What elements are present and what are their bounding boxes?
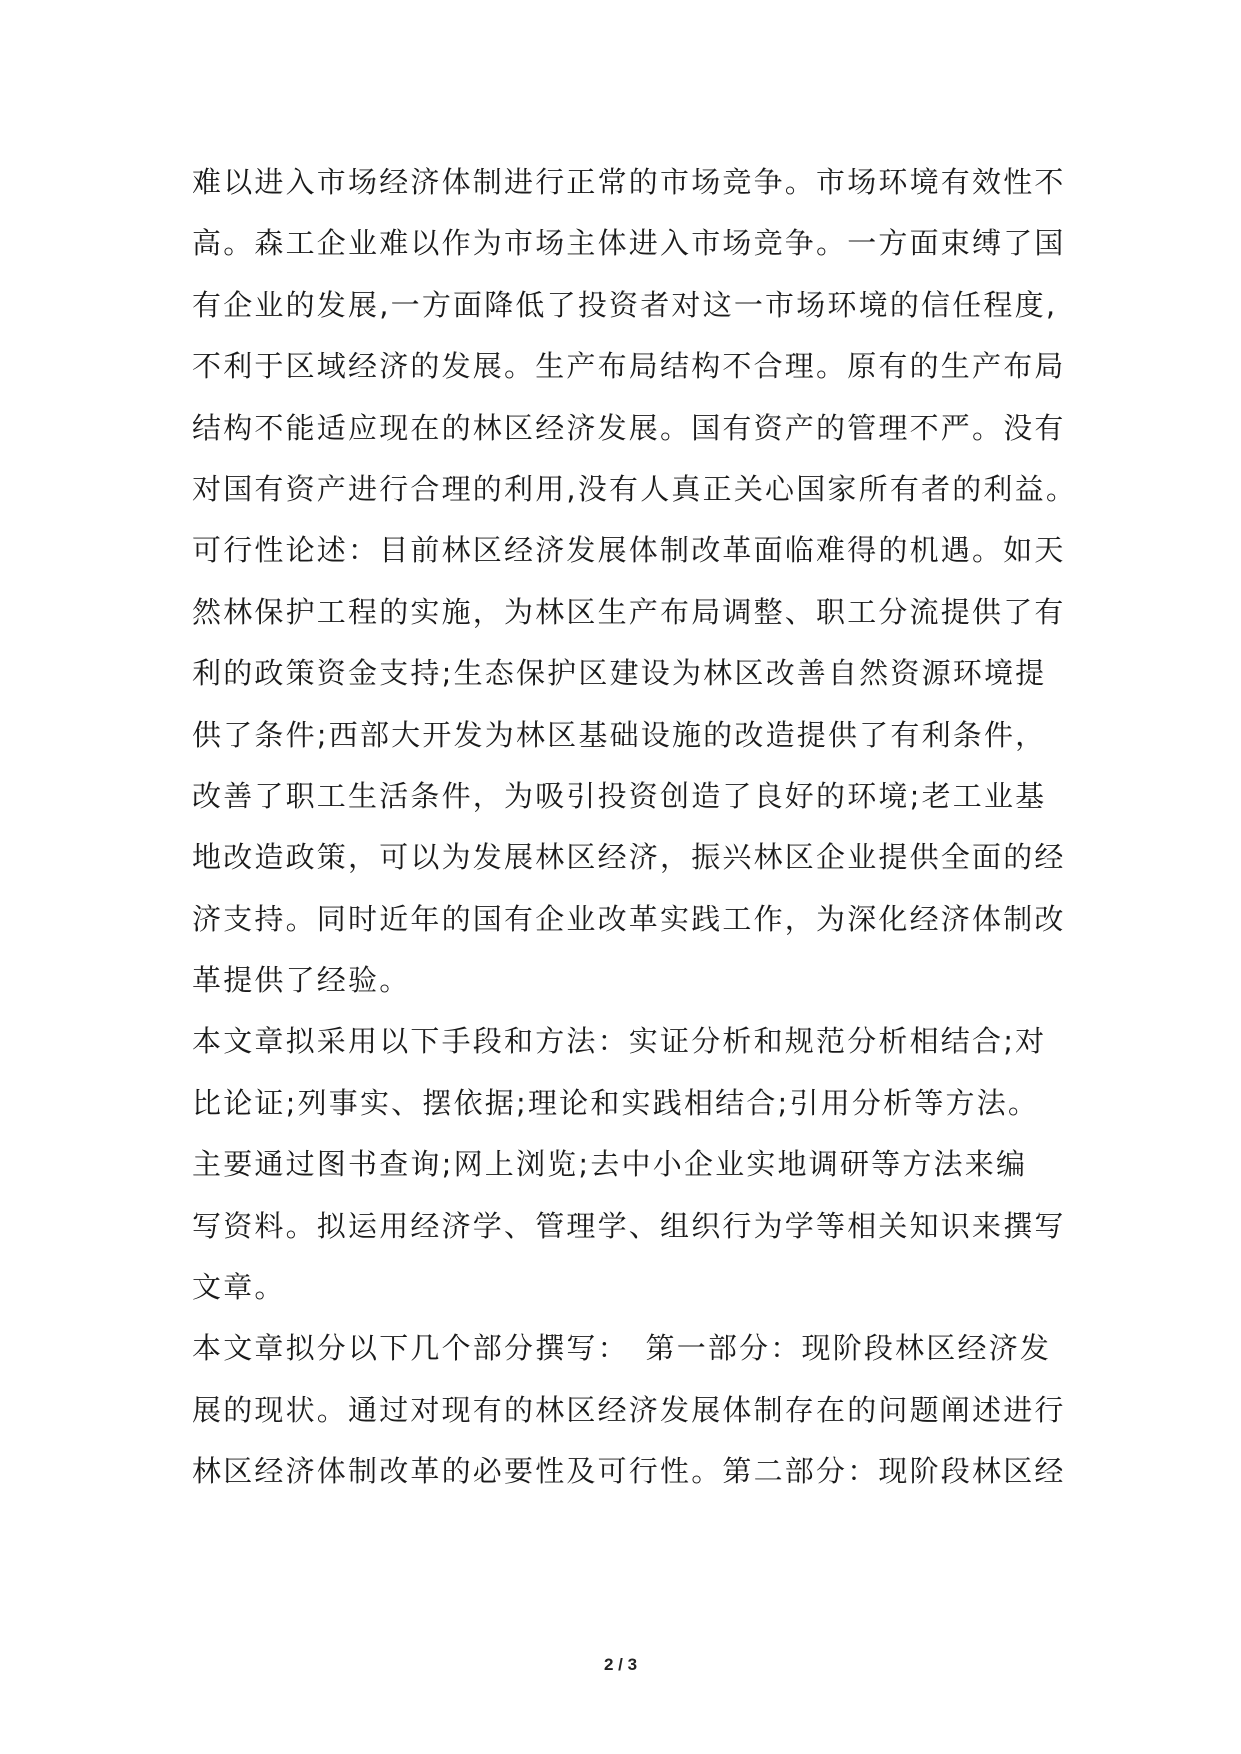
text-line: 展的现状。通过对现有的林区经济发展体制存在的问题阐述进行 — [192, 1392, 1066, 1427]
text-line: 主要通过图书查询;网上浏览;去中小企业实地调研等方法来编 — [192, 1147, 1028, 1182]
text-line: 可行性论述：目前林区经济发展体制改革面临难得的机遇。如天 — [192, 533, 1066, 568]
text-line: 然林保护工程的实施，为林区生产布局调整、职工分流提供了有 — [192, 594, 1066, 629]
page-number: 2 / 3 — [603, 1655, 638, 1674]
text-line: 革提供了经验。 — [192, 963, 411, 998]
text-line: 难以进入市场经济体制进行正常的市场竞争。市场环境有效性不 — [192, 165, 1066, 199]
text-line: 对国有资产进行合理的利用,没有人真正关心国家所有者的利益。 — [192, 471, 1078, 506]
text-line: 文章。 — [192, 1270, 286, 1305]
text-line: 本文章拟分以下几个部分撰写： 第一部分：现阶段林区经济发 — [192, 1331, 1052, 1366]
text-line: 本文章拟采用以下手段和方法：实证分析和规范分析相结合;对 — [192, 1024, 1047, 1059]
text-line: 改善了职工生活条件，为吸引投资创造了良好的环境;老工业基 — [192, 778, 1047, 813]
text-line: 不利于区域经济的发展。生产布局结构不合理。原有的生产布局 — [192, 349, 1066, 384]
body-text — [192, 152, 1092, 1503]
text-line: 供了条件;西部大开发为林区基础设施的改造提供了有利条件， — [192, 717, 1047, 752]
text-line: 地改造政策，可以为发展林区经济，振兴林区企业提供全面的经 — [192, 840, 1066, 875]
text-line: 写资料。拟运用经济学、管理学、组织行为学等相关知识来撰写 — [192, 1208, 1066, 1243]
text-line: 比论证;列事实、摆依据;理论和实践相结合;引用分析等方法。 — [192, 1085, 1040, 1120]
text-line: 高。森工企业难以作为市场主体进入市场竞争。一方面束缚了国 — [192, 226, 1066, 261]
text-line: 有企业的发展,一方面降低了投资者对这一市场环境的信任程度, — [192, 287, 1058, 322]
text-line: 济支持。同时近年的国有企业改革实践工作，为深化经济体制改 — [192, 901, 1066, 936]
text-line: 林区经济体制改革的必要性及可行性。第二部分：现阶段林区经 — [192, 1454, 1066, 1489]
text-line: 结构不能适应现在的林区经济发展。国有资产的管理不严。没有 — [192, 410, 1066, 445]
text-line: 利的政策资金支持;生态保护区建设为林区改善自然资源环境提 — [192, 656, 1047, 691]
